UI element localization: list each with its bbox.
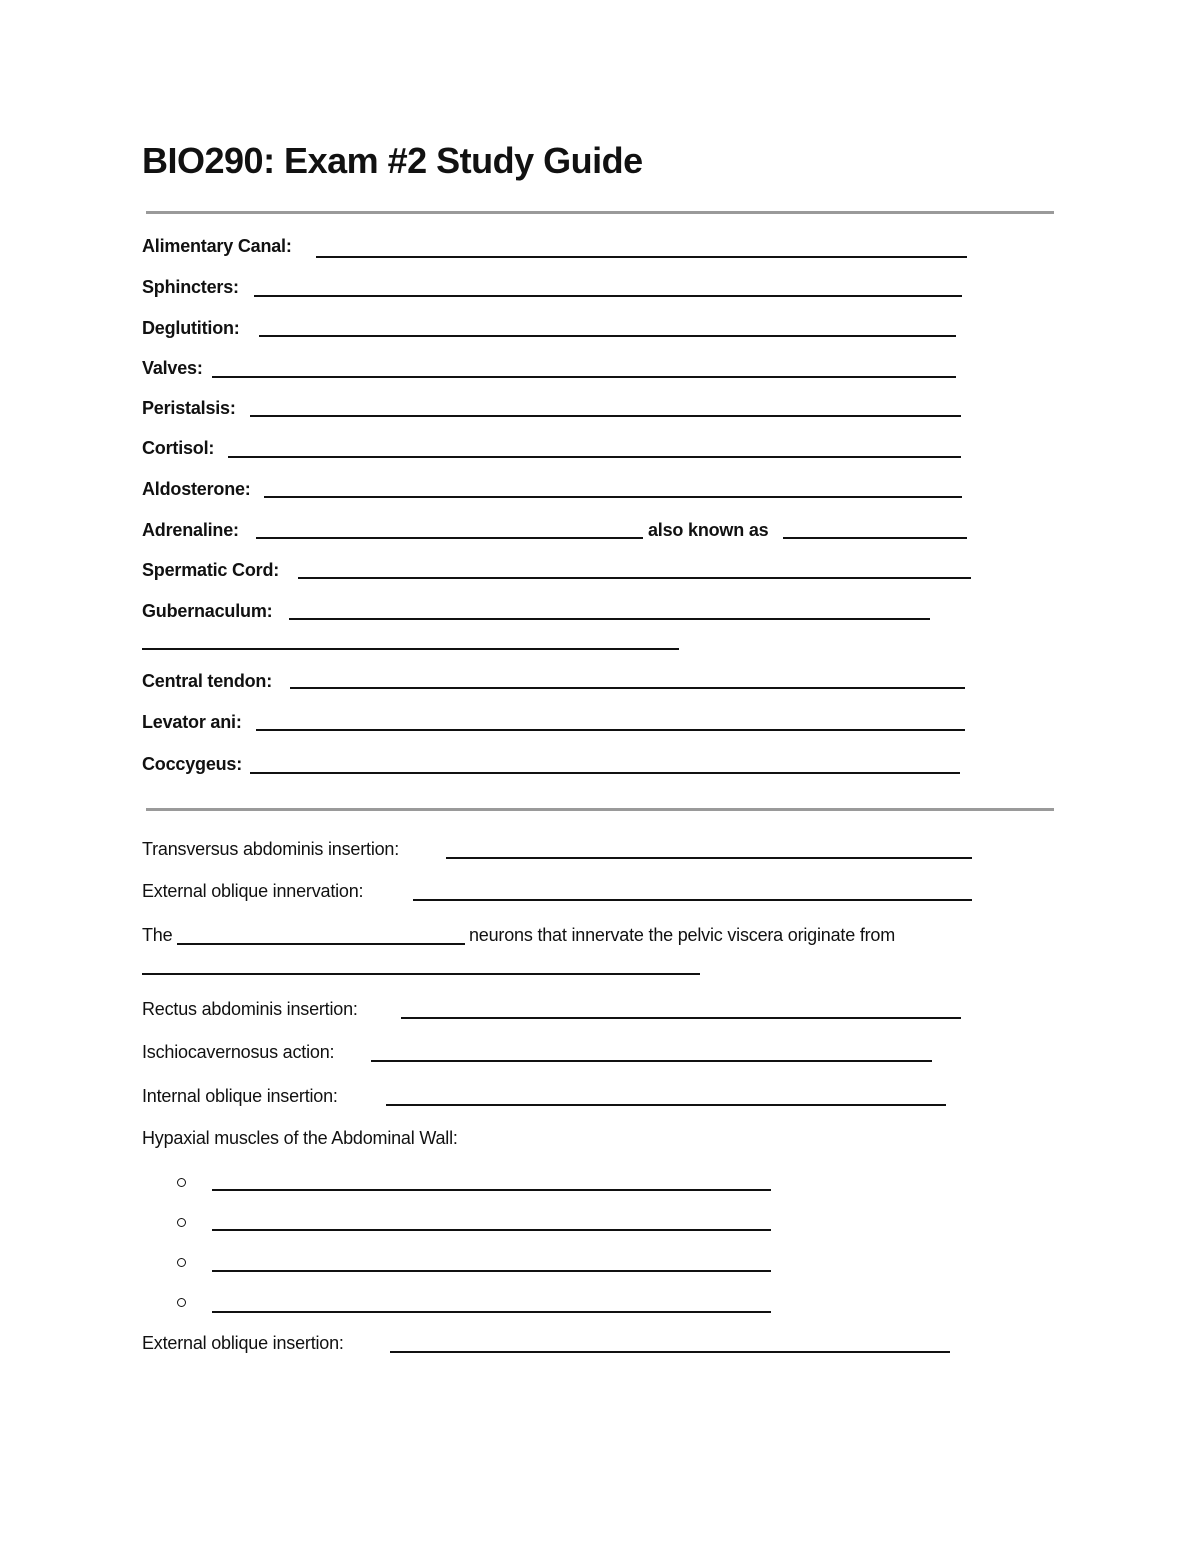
label-coccygeus: Coccygeus:: [142, 754, 243, 774]
answer-line-neuron-type[interactable]: [177, 943, 465, 945]
label-the: The: [142, 925, 173, 945]
page-title: BIO290: Exam #2 Study Guide: [142, 140, 643, 181]
answer-line-gubernaculum-cont[interactable]: [142, 648, 679, 650]
section-divider: [146, 808, 1054, 811]
label-central-tendon: Central tendon:: [142, 671, 272, 691]
answer-line-external-oblique-innervation[interactable]: [413, 899, 972, 901]
answer-line-aldosterone[interactable]: [264, 496, 962, 498]
answer-line-alimentary-canal[interactable]: [316, 256, 967, 258]
answer-line-internal-oblique-insertion[interactable]: [386, 1104, 946, 1106]
answer-line-rectus-insertion[interactable]: [401, 1017, 961, 1019]
answer-line-deglutition[interactable]: [259, 335, 956, 337]
label-aldosterone: Aldosterone:: [142, 479, 251, 499]
bullet-icon: [177, 1178, 186, 1187]
answer-line-neuron-origin[interactable]: [142, 973, 700, 975]
answer-line-sphincters[interactable]: [254, 295, 962, 297]
answer-line-coccygeus[interactable]: [250, 772, 960, 774]
label-valves: Valves:: [142, 358, 203, 378]
label-gubernaculum: Gubernaculum:: [142, 601, 273, 621]
label-external-oblique-insertion: External oblique insertion:: [142, 1333, 344, 1353]
answer-line-also-known-as[interactable]: [783, 537, 967, 539]
label-ischiocavernosus-action: Ischiocavernosus action:: [142, 1042, 335, 1062]
answer-line-hypaxial-4[interactable]: [212, 1311, 771, 1313]
label-deglutition: Deglutition:: [142, 318, 240, 338]
label-alimentary-canal: Alimentary Canal:: [142, 236, 292, 256]
answer-line-transversus-insertion[interactable]: [446, 857, 972, 859]
answer-line-central-tendon[interactable]: [290, 687, 965, 689]
label-also-known-as: also known as: [648, 520, 769, 540]
bullet-icon: [177, 1258, 186, 1267]
label-levator-ani: Levator ani:: [142, 712, 242, 732]
answer-line-hypaxial-1[interactable]: [212, 1189, 771, 1191]
label-adrenaline: Adrenaline:: [142, 520, 239, 540]
label-transversus-insertion: Transversus abdominis insertion:: [142, 839, 400, 859]
answer-line-ischiocavernosus-action[interactable]: [371, 1060, 932, 1062]
answer-line-peristalsis[interactable]: [250, 415, 961, 417]
label-spermatic-cord: Spermatic Cord:: [142, 560, 280, 580]
label-neurons-text: neurons that innervate the pelvic viscera originate from: [469, 925, 896, 945]
bullet-icon: [177, 1298, 186, 1307]
answer-line-spermatic-cord[interactable]: [298, 577, 971, 579]
label-external-oblique-innervation: External oblique innervation:: [142, 881, 364, 901]
label-cortisol: Cortisol:: [142, 438, 215, 458]
answer-line-hypaxial-3[interactable]: [212, 1270, 771, 1272]
answer-line-gubernaculum[interactable]: [289, 618, 930, 620]
answer-line-hypaxial-2[interactable]: [212, 1229, 771, 1231]
answer-line-adrenaline[interactable]: [256, 537, 643, 539]
label-peristalsis: Peristalsis:: [142, 398, 236, 418]
answer-line-levator-ani[interactable]: [256, 729, 965, 731]
label-rectus-insertion: Rectus abdominis insertion:: [142, 999, 358, 1019]
label-internal-oblique-insertion: Internal oblique insertion:: [142, 1086, 338, 1106]
answer-line-external-oblique-insertion[interactable]: [390, 1351, 950, 1353]
answer-line-cortisol[interactable]: [228, 456, 961, 458]
section-divider: [146, 211, 1054, 214]
label-hypaxial-muscles: Hypaxial muscles of the Abdominal Wall:: [142, 1128, 458, 1148]
label-sphincters: Sphincters:: [142, 277, 239, 297]
bullet-icon: [177, 1218, 186, 1227]
answer-line-valves[interactable]: [212, 376, 956, 378]
